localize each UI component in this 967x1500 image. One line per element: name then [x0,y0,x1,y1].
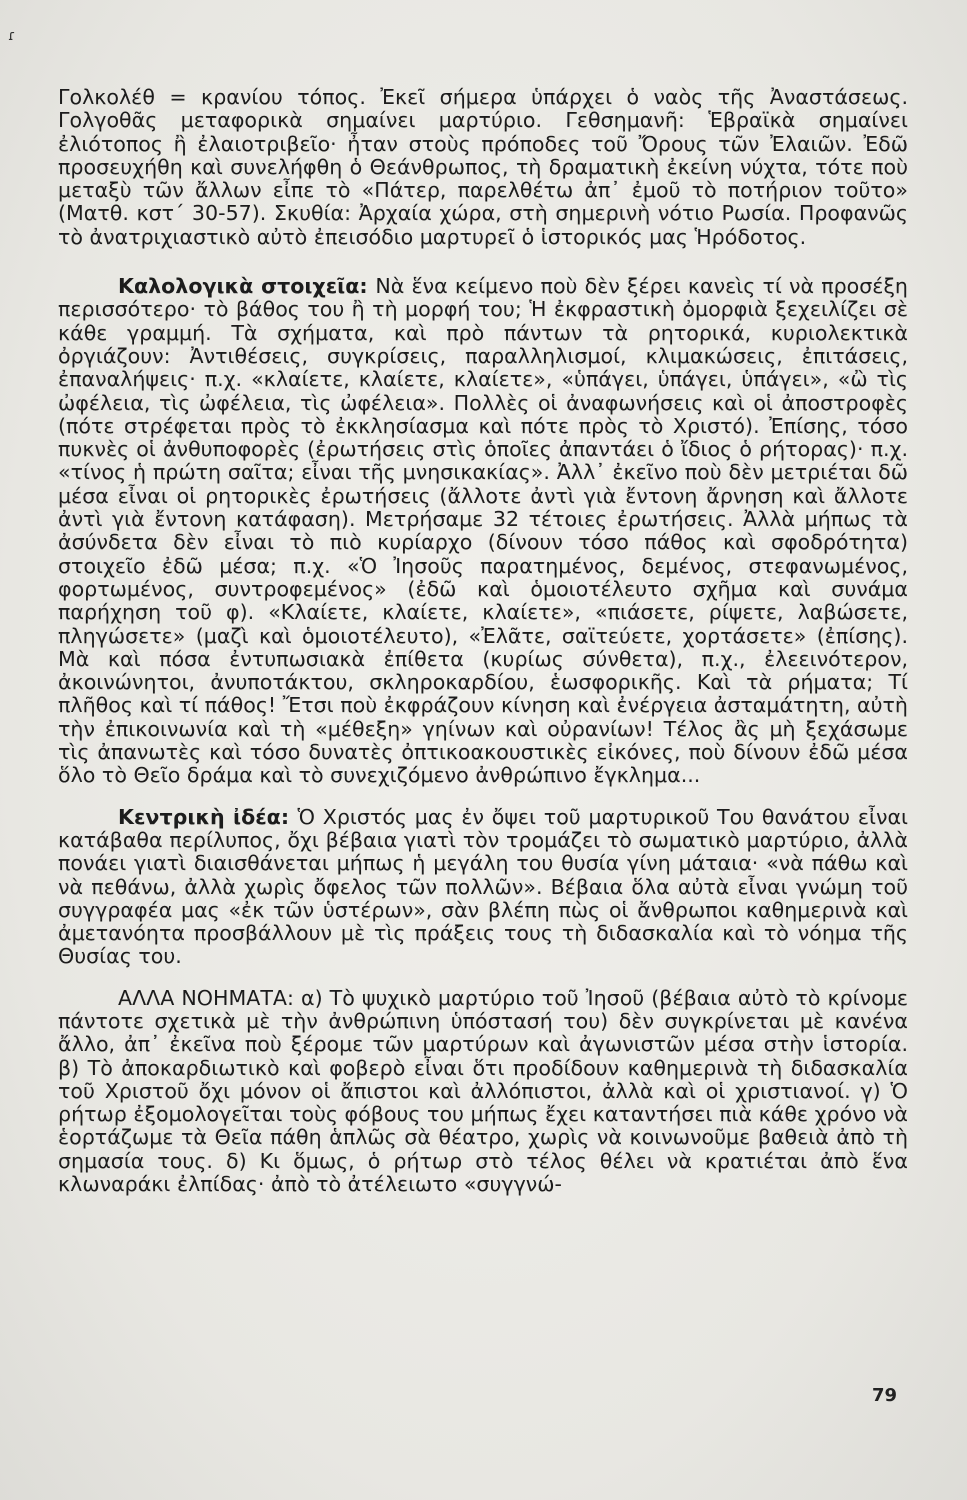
section-body: α) Τὸ ψυχικὸ μαρτύριο τοῦ Ἰησοῦ (βέβαια αὐτὸ τὸ κρίνομε πάντοτε σχετικὰ μὲ τὴν ἀνθρώπινη ὑπόστασή του) δὲν συγκρίνεται μὲ κανένα ἄλλο, ἀπ᾽ ἐκεῖνα ποὺ ξέρομε τῶν μαρτύρων καὶ ἀγωνιστῶν μέσα στὴν ἱστορία. β) Τὸ ἀποκαρδιωτικὸ καὶ φοβερὸ εἶναι ὅτι προδίδουν καθημερινὰ τὴ διδασκαλία τοῦ Χριστοῦ ὄχι μόνον οἱ ἄπιστοι καὶ ἀλλόπιστοι, ἀλλὰ καὶ οἱ χριστιανοί. γ) Ὁ ρήτωρ ἐξομολογεῖται τοὺς φόβους του μήπως ἔχει καταντήσει πιὰ κάθε χρόνο νὰ ἑορτάζωμε τὰ Θεῖα πάθη ἁπλῶς σὰ θέατρο, χωρὶς νὰ κοινωνοῦμε βαθειὰ ἀπὸ τὴ σημασία τους. δ) Κι ὅμως, ὁ ρήτωρ στὸ τέλος θέλει νὰ κρατιέται ἀπὸ ἕνα κλωναράκι ἐλπίδας· ἀπὸ τὸ ἀτέλειωτο «συγγνώ- [58,985,908,1197]
section-body: Νὰ ἕνα κείμενο ποὺ δὲν ξέρει κανεὶς τί νὰ προσέξη περισσότερο· τὸ βάθος του ἢ τὴ μορφή του; Ἡ ἐκφραστικὴ ὀμορφιὰ ξεχειλίζει σὲ κάθε γραμμή. Τὰ σχήματα, καὶ πρὸ πάντων τὰ ρητορικά, κυριολεκτικὰ ὀργιάζουν: Ἀντιθέσεις, συγκρίσεις, παραλληλισμοί, κλιμακώσεις, ἐπιτάσεις, ἐπαναλήψεις· π.χ. «κλαίετε, κλαίετε, κλαίετε», «ὑπάγει, ὑπάγει, ὑπάγει», «ὢ τὶς ὠφέλεια, τὶς ὠφέλεια, τὶς ὠφέλεια». Πολλὲς οἱ ἀναφωνήσεις καὶ οἱ ἀποστροφὲς (πότε στρέφεται πρὸς τὸ ἐκκλησίασμα καὶ πότε πρὸς τὸ Χριστό). Ἐπίσης, τόσο πυκνὲς οἱ ἀνθυποφορὲς (ἐρωτήσεις στὶς ὁποῖες ἀπαντάει ὁ ἴδιος ὁ ρήτορας)· π.χ. «τίνος ἡ πρώτη σαῖτα; εἶναι τῆς μνησικακίας». Ἀλλ᾽ ἐκεῖνο ποὺ δὲν μετριέται δῶ μέσα εἶναι οἱ ρητορικὲς ἐρωτήσεις (ἄλλοτε ἀντὶ γιὰ ἔντονη ἄρνηση καὶ ἄλλοτε ἀντὶ γιὰ ἔντονη κατάφαση). Μετρήσαμε 32 τέτοιες ἐρωτήσεις. Ἀλλὰ μήπως τὰ ἀσύνδετα δὲν εἶναι τὸ πιὸ κυρίαρχο (δίνουν τόσο πάθος καὶ σφοδρότητα) στοιχεῖο ἐδῶ μέσα; π.χ. «Ὁ Ἰησοῦς παρατημένος, δεμένος, στεφανωμένος, φορτωμένος, συντροφεμένος» (ἐδῶ καὶ ὁμοιοτέλευτο σχῆμα καὶ συνάμα παρήχηση τοῦ φ). «Κλαίετε, κλαίετε, κλαίετε», «πιάσετε, ρίψετε, λαβώσετε, πληγώσετε» (μαζὶ καὶ ὁμοιοτέλευτο), «Ἐλᾶτε, σαϊτεύετε, χορτάσετε» (ἐπίσης). Μὰ καὶ πόσα ἐντυπωσιακὰ ἐπίθετα (κυρίως σύνθετα), π.χ., ἐλεεινότερον, ἀκοινώνητοι, ἀνυποτάκτου, σκληροκαρδίου, ἑωσφορικῆς. Καὶ τὰ ρήματα; Τί πλῆθος καὶ τί πάθος! Ἔτσι ποὺ ἐκφράζουν κίνηση καὶ ἐνέργεια ἀσταμάτητη, αὐτὴ τὴν ἐπικοινωνία καὶ τὴ «μέθεξη» γηίνων καὶ οὐρανίων! Τέλος ἂς μὴ ξεχάσωμε τὶς ἀπανωτὲς καὶ τόσο δυνατὲς ὀπτικοακουστικὲς εἰκόνες, ποὺ δίνουν ἐδῶ μέσα ὅλο τὸ Θεῖο δράμα καὶ τὸ συνεχιζόμενο ἀνθρώπινο ἔγκλημα... [58,274,908,788]
section-stylistic-elements [58,275,908,788]
section-central-idea [58,806,908,969]
section-body: Ὁ Χριστός μας ἐν ὄψει τοῦ μαρτυρικοῦ Του θανάτου εἶναι κατάβαθα περίλυπος, ὄχι βέβαια γιατὶ τὸν τρομάζει τὸ σωματικὸ μαρτύριο, ἀλλὰ πονάει γιατὶ διαισθάνεται μήπως ἡ μεγάλη του θυσία γίνη μάταια· «νὰ πάθω καὶ νὰ πεθάνω, ἀλλὰ χωρὶς ὄφελος τῶν πολλῶν». Βέβαια ὅλα αὐτὰ εἶναι γνώμη τοῦ συγγραφέα μας «ἐκ τῶν ὑστέρων», σὰν βλέπη πὼς οἱ ἄνθρωποι καθημερινὰ καὶ ἀμετανόητα προσβάλλουν μὲ τὶς πράξεις τους τὴ διδασκαλία καὶ τὸ νόημα τῆς Θυσίας του. [58,804,908,969]
page-number: 79 [872,1385,898,1406]
section-heading: Κεντρικὴ ἰδέα: [118,804,298,829]
intro-paragraph: Γολκολέθ = κρανίου τόπος. Ἐκεῖ σήμερα ὑπάρχει ὁ ναὸς τῆς Ἀναστάσεως. Γολγοθᾶς μεταφορικὰ σημαίνει μαρτύριο. Γεθσημανῆ: Ἑβραϊκὰ σημαίνει ἐλιότοπος ἢ ἐλαιοτριβεῖο· ἦταν στοὺς πρόποδες τοῦ Ὄρους τῶν Ἐλαιῶν. Ἐδῶ προσευχήθη καὶ συνελήφθη ὁ Θεάνθρωπος, τὴ δραματικὴ ἐκείνη νύχτα, τότε ποὺ μεταξὺ τῶν ἄλλων εἶπε τὸ «Πάτερ, παρελθέτω ἀπ᾽ ἐμοῦ τὸ ποτήριον τοῦτο» (Ματθ. κστ´ 30-57). Σκυθία: Ἀρχαία χώρα, στὴ σημερινὴ νότιο Ρωσία. Προφανῶς τὸ ἀνατριχιαστικὸ αὐτὸ ἐπεισόδιο μαρτυρεῖ ὁ ἱστορικός μας Ἡρόδοτος. [58,85,908,249]
body-text [58,86,908,1196]
section-heading: ΑΛΛΑ ΝΟΗΜΑΤΑ: [118,985,302,1010]
section-heading: Καλολογικὰ στοιχεῖα: [118,274,376,299]
corner-mark: ɾ [8,28,16,44]
section-other-meanings [58,987,908,1197]
